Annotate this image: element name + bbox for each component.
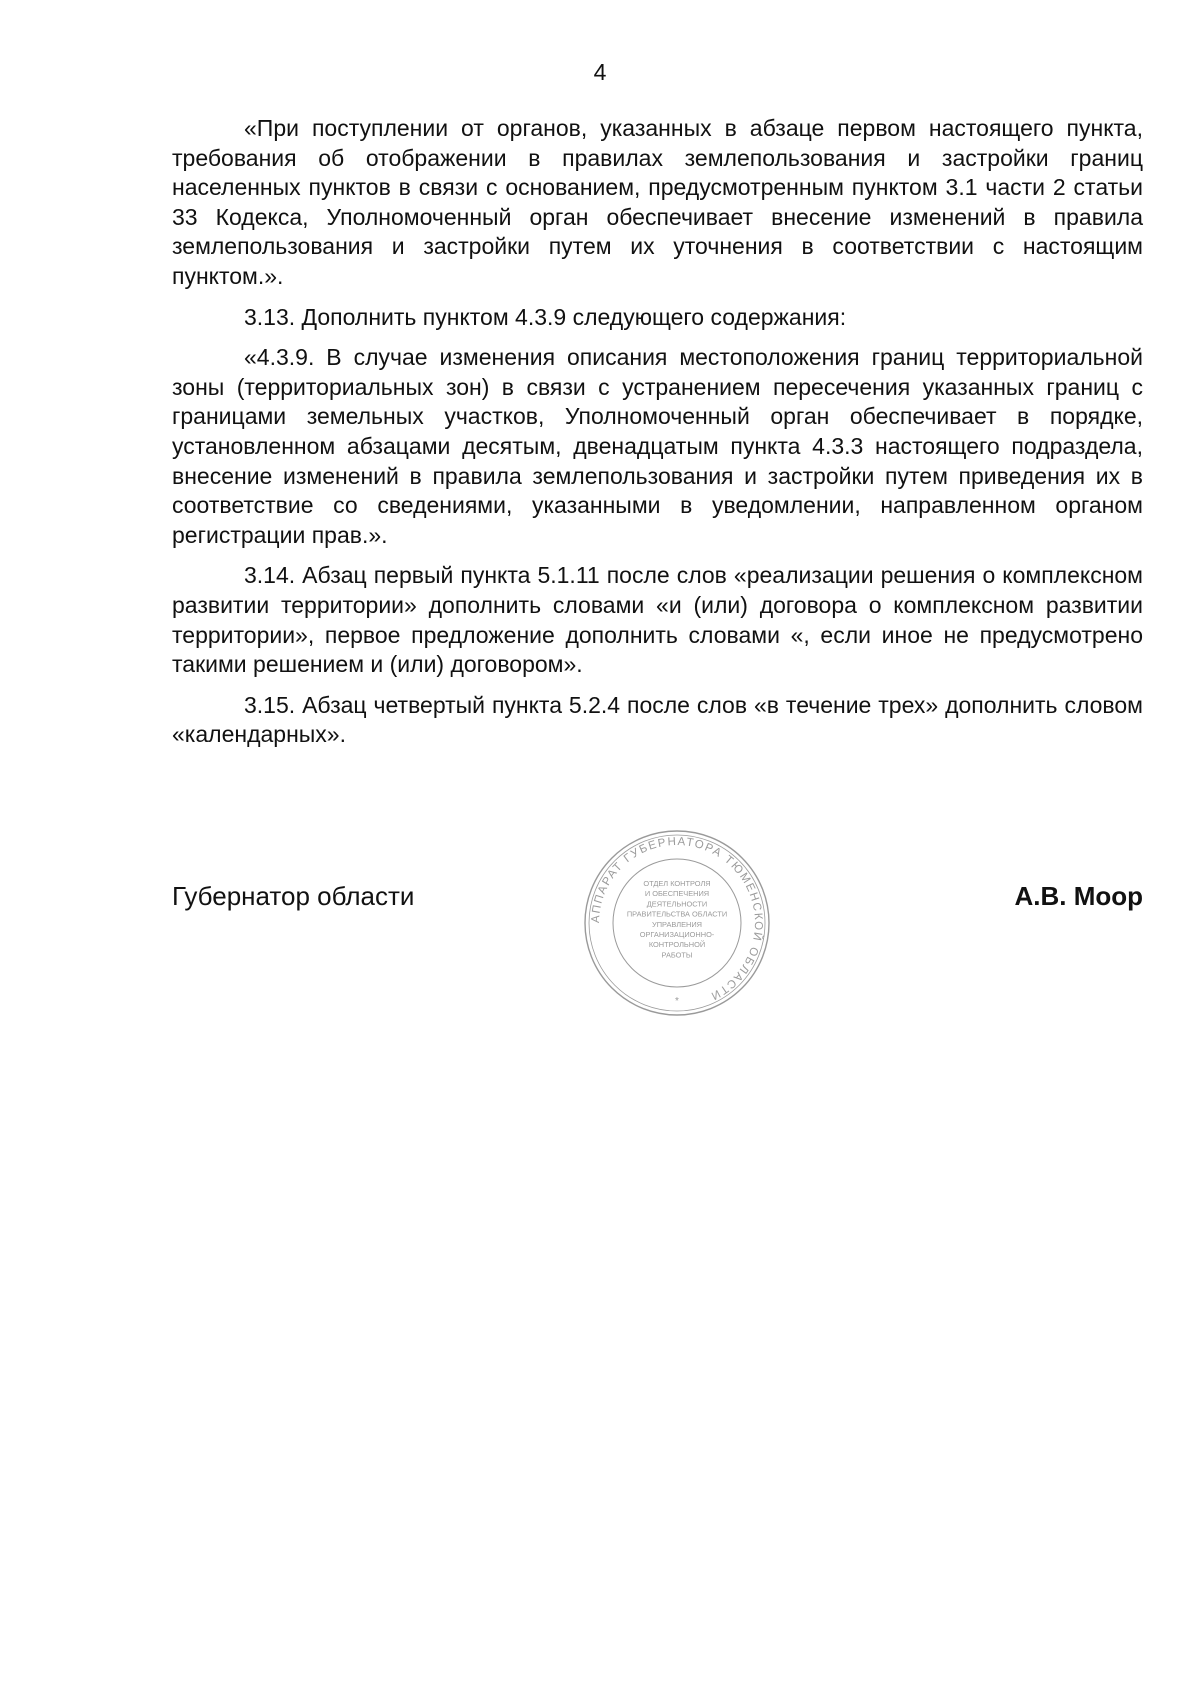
page-number: 4 [593, 59, 607, 85]
signatory-name: А.В. Моор [1014, 881, 1143, 911]
seal-inner-line: УПРАВЛЕНИЯ [652, 919, 702, 929]
seal-inner-line: И ОБЕСПЕЧЕНИЯ [644, 889, 710, 899]
svg-text:АППАРАТ ГУБЕРНАТОРА ТЮМЕНСКОЙ: АППАРАТ ГУБЕРНАТОРА ТЮМЕНСКОЙ ОБЛАСТИ [589, 835, 765, 1003]
seal-inner-line: КОНТРОЛЬНОЙ [648, 940, 706, 950]
official-seal [582, 828, 772, 1018]
svg-text:*: * [675, 996, 679, 1007]
seal-inner-line: РАБОТЫ [661, 950, 693, 960]
paragraph-3-15: 3.15. Абзац четвертый пункта 5.2.4 после слов «в течение трех» дополнить словом «календарных». [172, 691, 1143, 748]
seal-inner-line: ДЕЯТЕЛЬНОСТИ [646, 899, 708, 909]
seal-inner-line: ПРАВИТЕЛЬСТВА ОБЛАСТИ [626, 909, 728, 919]
paragraph-3-13: 3.13. Дополнить пунктом 4.3.9 следующего содержания: [244, 303, 847, 330]
signature-block [172, 835, 1143, 1040]
paragraph-4-3-9: «4.3.9. В случае изменения описания местоположения границ территориальной зоны (территориальных зон) в связи с устранением пересечения указанных границ с границами земельных участков, Уполномоченный орган обеспечивает в порядке, установленном абзацами десятым, двенадцатым пункта 4.3.3 настоящего подраздела, внесение изменений в правила землепользования и застройки путем приведения их в соответствие со сведениями, указанными в уведомлении, направленном органом регистрации прав.». [172, 344, 1143, 548]
seal-stamp-icon [582, 828, 772, 1018]
signatory-title: Губернатор области [172, 881, 415, 911]
seal-inner-line: ОТДЕЛ КОНТРОЛЯ [643, 879, 711, 888]
document-body [172, 114, 1143, 761]
paragraph-3-14: 3.14. Абзац первый пункта 5.1.11 после слов «реализации решения о комплексном развитии территории» дополнить словами «и (или) договора о комплексном развитии территории», первое предложение дополнить словами «, если иное не предусмотрено такими решением и (или) договором». [172, 562, 1143, 678]
paragraph-quoted-provision: «При поступлении от органов, указанных в абзаце первом настоящего пункта, требования об отображении в правилах землепользования и застройки границ населенных пунктов в связи с основанием, предусмотренным пунктом 3.1 части 2 статьи 33 Кодекса, Уполномоченный орган обеспечивает внесение изменений в правила землепользования и застройки путем их уточнения в соответствии с настоящим пунктом.». [172, 115, 1143, 289]
seal-inner-line: ОРГАНИЗАЦИОННО- [639, 930, 715, 939]
